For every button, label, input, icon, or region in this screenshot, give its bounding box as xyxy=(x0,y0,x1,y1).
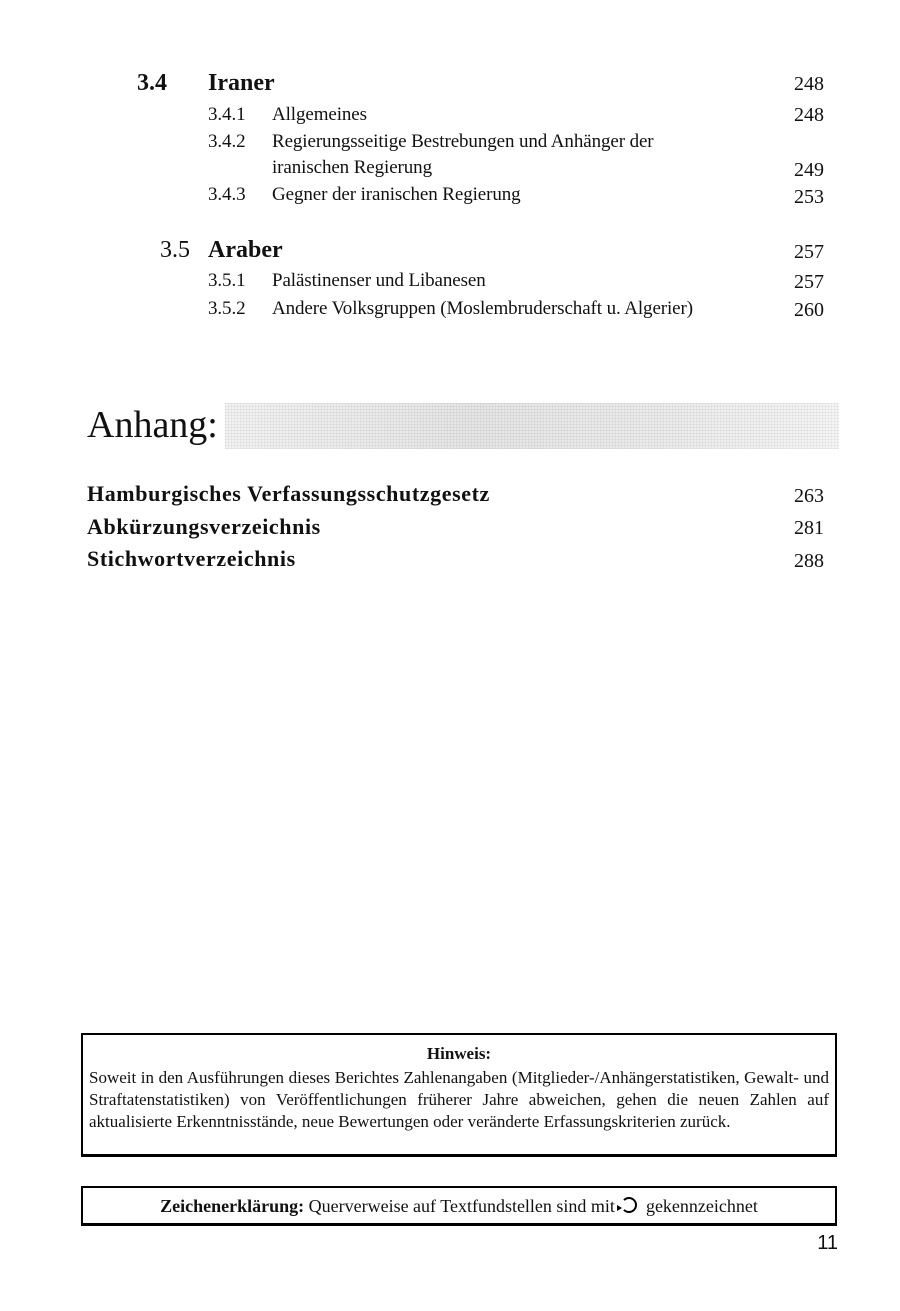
subsection-number-3-4-1: 3.4.1 xyxy=(208,104,246,125)
legend-text-after: gekennzeichnet xyxy=(645,1196,758,1216)
subsection-title-andere-volksgruppen: Andere Volksgruppen (Moslembruderschaft u. Algerier) xyxy=(272,298,693,319)
subsection-title-regierungsseitige-cont: iranischen Regierung xyxy=(272,157,432,178)
page-ref-verfassungsschutzgesetz: 263 xyxy=(794,485,824,507)
appendix-item-abkuerzungsverzeichnis: Abkürzungsverzeichnis xyxy=(87,514,321,539)
legend-box xyxy=(81,1186,837,1226)
section-title-araber: Araber xyxy=(208,237,283,263)
cross-reference-arrow-icon xyxy=(621,1197,637,1213)
subsection-title-gegner: Gegner der iranischen Regierung xyxy=(272,184,521,205)
page-ref-iraner: 248 xyxy=(794,73,824,95)
subsection-number-3-4-3: 3.4.3 xyxy=(208,184,246,205)
page-number: 11 xyxy=(817,1232,838,1254)
note-box xyxy=(81,1033,837,1157)
note-text: Soweit in den Ausführungen dieses Berichtes Zahlenangaben (Mitglieder-/Anhängerstatistiken, Gewalt- und Straftatenstatistiken) von Veröffentlichungen früherer Jahre abweichen, gehen die neuen Zahlen auf aktualisierte Erkenntnisstände, neue Bewertungen oder veränderte Erfassungskriterien zurück. xyxy=(89,1068,829,1131)
appendix-heading-shade xyxy=(225,403,839,449)
appendix-item-verfassungsschutzgesetz: Hamburgisches Verfassungsschutzgesetz xyxy=(87,481,490,506)
appendix-heading: Anhang: xyxy=(87,404,218,446)
legend-text-before: Querverweise auf Textfundstellen sind mit xyxy=(308,1196,615,1216)
page-ref-abkuerzungsverzeichnis: 281 xyxy=(794,517,824,539)
subsection-title-regierungsseitige: Regierungsseitige Bestrebungen und Anhänger der xyxy=(272,131,654,152)
subsection-number-3-5-2: 3.5.2 xyxy=(208,298,246,319)
note-heading: Hinweis: xyxy=(426,1044,492,1063)
subsection-title-allgemeines: Allgemeines xyxy=(272,104,367,125)
subsection-number-3-4-2: 3.4.2 xyxy=(208,131,246,152)
subsection-number-3-5-1: 3.5.1 xyxy=(208,270,246,291)
page-ref-3-4-3: 253 xyxy=(794,186,824,208)
appendix-item-stichwortverzeichnis: Stichwortverzeichnis xyxy=(87,546,296,571)
legend-label: Zeichenerklärung: xyxy=(160,1196,305,1216)
page-ref-3-5-1: 257 xyxy=(794,271,824,293)
page-ref-stichwortverzeichnis: 288 xyxy=(794,550,824,572)
page-ref-3-4-2: 249 xyxy=(794,159,824,181)
page-ref-araber: 257 xyxy=(794,241,824,263)
page-ref-3-5-2: 260 xyxy=(794,299,824,321)
page-ref-3-4-1: 248 xyxy=(794,104,824,126)
section-number-3-4: 3.4 xyxy=(137,70,167,96)
section-number-3-5: 3.5 xyxy=(160,237,190,263)
section-title-iraner: Iraner xyxy=(208,70,275,96)
subsection-title-palaestinenser: Palästinenser und Libanesen xyxy=(272,270,486,291)
